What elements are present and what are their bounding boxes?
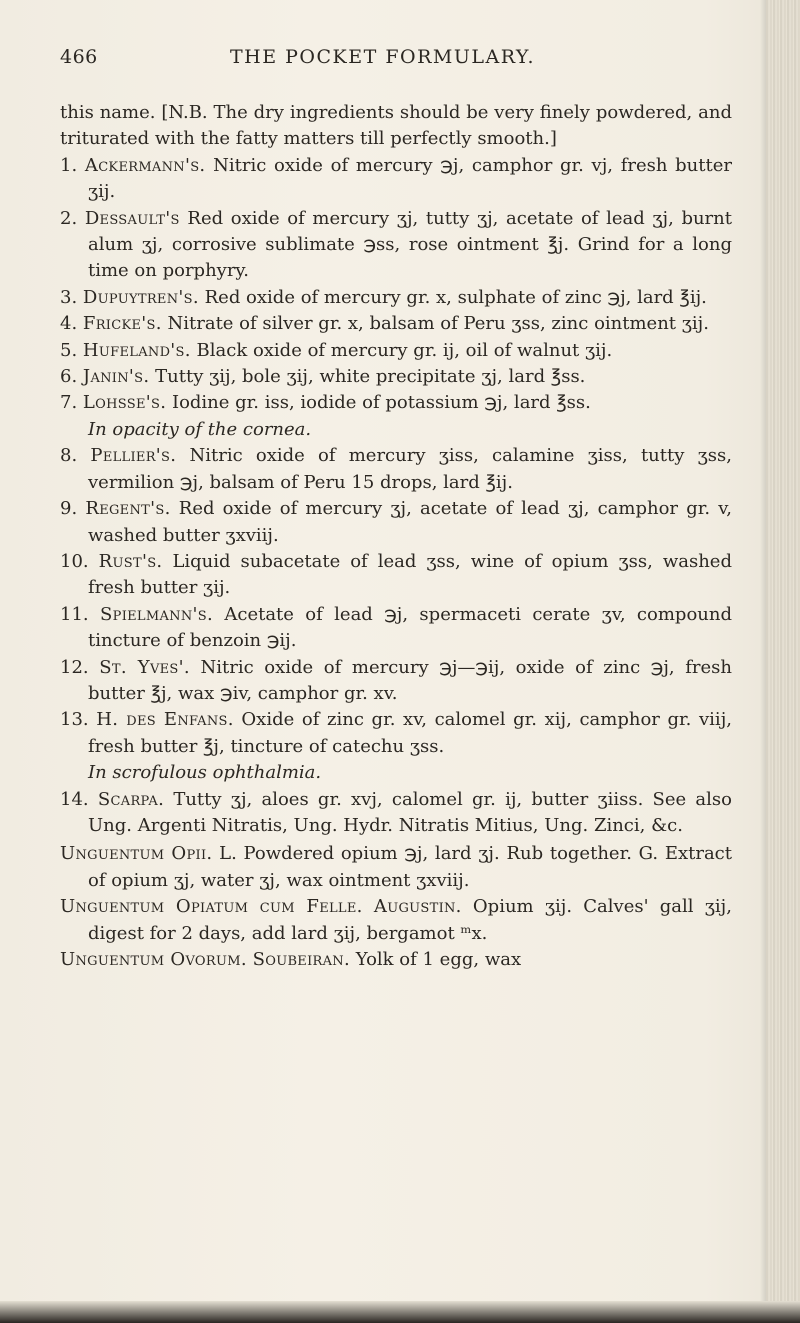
entry-text: Tutty ʒij, bole ʒij, white precipitate ʒj, lard ℥ss. [155, 366, 586, 388]
entry-title: Unguentum Opii. [60, 843, 213, 865]
entry-unguentum-opii [60, 841, 732, 894]
entry-unguentum-opiatum [60, 894, 732, 947]
page-bottom-shadow [0, 1301, 800, 1323]
formula-entry [60, 602, 732, 655]
entry-text: Oxide of zinc gr. xv, calomel gr. xij, camphor gr. viij, fresh butter ℥j, tincture of catechu ʒss. [88, 709, 732, 757]
entry-number: 13. [60, 709, 89, 731]
formula-entry [60, 285, 732, 311]
entry-text: Black oxide of mercury gr. ij, oil of walnut ʒij. [196, 339, 613, 361]
entry-number: 11. [60, 603, 89, 625]
page-edge-stack [766, 0, 800, 1323]
entry-number: 4. [60, 313, 78, 335]
ointment-list [60, 153, 732, 840]
running-header [60, 46, 720, 72]
entry-author: Dessault's [84, 207, 180, 229]
entry-text: Acetate of lead ℈j, spermaceti cerate ʒv, compound tincture of benzoin ℈ij. [88, 603, 732, 652]
entry-number: 6. [60, 366, 78, 388]
entry-note: In opacity of the cornea. [88, 418, 312, 440]
entry-source: Augustin. [373, 896, 462, 918]
page-gutter-shadow [760, 0, 766, 1323]
entry-author: Rust's. [98, 550, 163, 572]
entry-text: Nitric oxide of mercury ʒiss, calamine ʒiss, tutty ʒss, vermilion ℈j, balsam of Peru 15 drops, lard ℥ij. [88, 445, 732, 493]
entry-source: Soubeiran. [252, 949, 351, 970]
entry-number: 1. [60, 154, 78, 176]
entry-author: Dupuytren's. [82, 286, 199, 308]
entry-number: 7. [60, 392, 78, 414]
entry-author: Spielmann's. [100, 603, 213, 625]
formula-entry [60, 655, 732, 708]
entry-author: Fricke's. [82, 313, 162, 335]
formula-entry [60, 206, 732, 285]
entry-number: 10. [60, 550, 89, 572]
entry-number: 5. [60, 339, 78, 361]
entry-author: Regent's. [85, 498, 171, 520]
entry-text: Opium ʒij. Calves' gall ʒij, digest for 2 days, add lard ʒij, bergamot ᵐx. [88, 896, 732, 944]
running-title: THE POCKET FORMULARY. [230, 46, 536, 68]
entry-text: Red oxide of mercury ʒj, acetate of lead ʒj, camphor gr. v, washed butter ʒxviij. [88, 498, 732, 546]
formula-entry [60, 364, 732, 390]
entry-author: Janin's. [82, 366, 150, 388]
formula-entry [60, 707, 732, 760]
entry-author: Lohsse's. [82, 392, 167, 414]
entry-text: L. Powdered opium ℈j, lard ʒj. Rub together. G. Extract of opium ʒj, water ʒj, wax ointment ʒxviij. [88, 843, 732, 891]
entry-text: Tutty ʒj, aloes gr. xvj, calomel gr. ij, butter ʒiiss. See also Ung. Argenti Nitratis, Ung. Hydr. Nitratis Mitius, Ung. Zinci, &c. [88, 788, 732, 836]
entry-title: Unguentum Opiatum cum Felle. [60, 896, 363, 918]
entry-author: Pellier's. [90, 445, 177, 467]
entry-number: 9. [60, 498, 78, 520]
entry-text: Red oxide of mercury ʒj, tutty ʒj, acetate of lead ʒj, burnt alum ʒj, corrosive sublimate ℈ss, rose ointment ℥j. Grind for a long time on porphyry. [88, 207, 732, 282]
entry-number: 12. [60, 656, 89, 678]
entry-note: In scrofulous ophthalmia. [88, 762, 322, 784]
entry-text: Red oxide of mercury gr. x, sulphate of zinc ℈j, lard ℥ij. [204, 286, 707, 308]
intro-paragraph: this name. [N.B. The dry ingredients should be very finely powdered, and triturated with the fatty matters till perfectly smooth.] [60, 102, 732, 150]
entry-title: Unguentum Ovorum. [60, 949, 247, 970]
formula-entry [60, 153, 732, 206]
formula-entry [60, 787, 732, 840]
page-number: 466 [60, 46, 98, 68]
entry-text: Liquid subacetate of lead ʒss, wine of opium ʒss, washed fresh butter ʒij. [88, 550, 732, 599]
formula-entry [60, 549, 732, 602]
entry-text: Yolk of 1 egg, wax [355, 949, 522, 970]
entry-text: Iodine gr. iss, iodide of potassium ℈j, lard ℥ss. [171, 392, 591, 414]
formula-entry [60, 496, 732, 549]
entry-text: Nitrate of silver gr. x, balsam of Peru ʒss, zinc ointment ʒij. [167, 313, 709, 335]
entry-text: Nitric oxide of mercury ℈j—℈ij, oxide of zinc ℈j, fresh butter ℥j, wax ℈iv, camphor gr. xv. [88, 656, 732, 704]
formula-entry [60, 338, 732, 364]
entry-author: Hufeland's. [82, 339, 191, 361]
entry-author: St. Yves'. [99, 656, 190, 678]
entry-author: Scarpa. [97, 788, 165, 810]
entry-author: H. des Enfans. [96, 709, 234, 731]
entry-number: 8. [60, 445, 78, 467]
formula-entry [60, 311, 732, 337]
entry-author: Ackermann's. [84, 154, 206, 176]
entry-unguentum-ovorum [60, 947, 732, 973]
entry-number: 3. [60, 286, 78, 308]
entry-number: 14. [60, 788, 89, 810]
entry-text: Nitric oxide of mercury ℈j, camphor gr. vj, fresh butter ʒij. [88, 154, 732, 203]
formula-entry [60, 443, 732, 496]
entry-number: 2. [60, 207, 78, 229]
page-body [60, 100, 732, 973]
formula-entry [60, 390, 732, 416]
